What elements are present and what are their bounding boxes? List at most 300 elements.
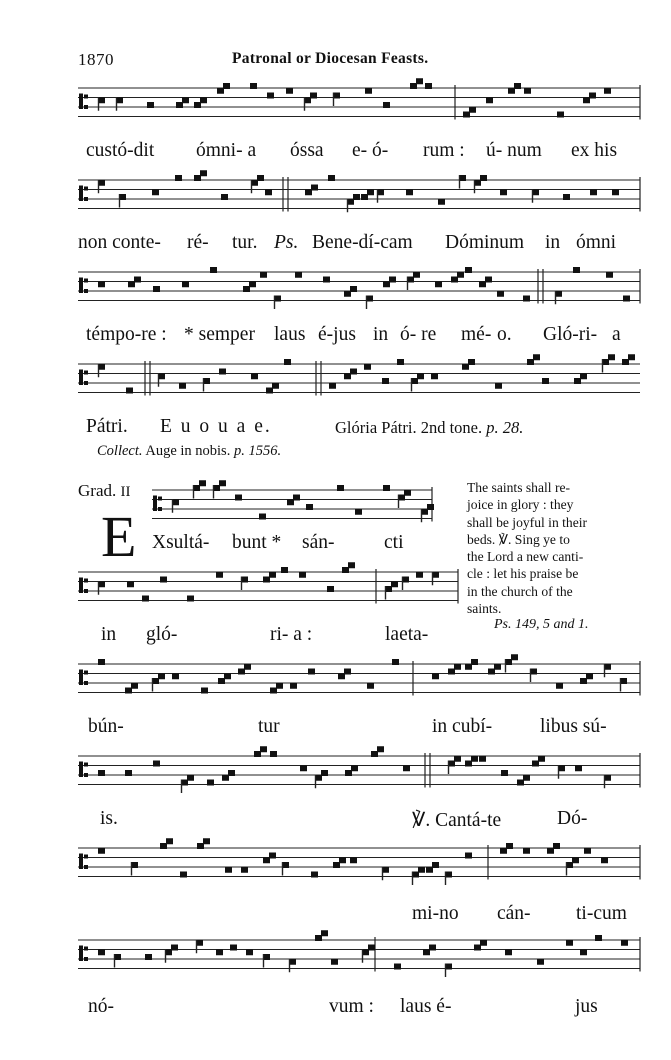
neume (403, 765, 410, 771)
neume (79, 670, 83, 686)
neume (79, 578, 83, 594)
neume (84, 947, 88, 951)
neume (84, 381, 88, 385)
neume (200, 97, 207, 103)
neume (595, 935, 602, 941)
syllable: in (545, 232, 561, 253)
neume (172, 673, 179, 679)
neume (197, 843, 204, 849)
syllable: libus sú- (540, 716, 607, 737)
neume (84, 371, 88, 375)
neume (344, 669, 351, 675)
gradual-mode: II (120, 484, 131, 500)
neume (201, 688, 208, 694)
neume (254, 751, 261, 757)
neume (435, 281, 442, 287)
neume (538, 756, 545, 762)
syllable: laus (274, 324, 306, 345)
neume (84, 105, 88, 109)
neume (469, 107, 476, 113)
syllable: mi-no (412, 903, 459, 924)
neume (506, 843, 513, 849)
neume (608, 354, 615, 360)
neume (224, 673, 231, 679)
neume (383, 485, 390, 491)
neume (321, 770, 328, 776)
neume (479, 756, 486, 762)
syllable: laus é- (400, 996, 452, 1017)
neume (331, 959, 338, 965)
page-number: 1870 (78, 50, 114, 69)
neume (180, 872, 187, 878)
neume (166, 838, 173, 844)
neume (327, 586, 334, 592)
syllable: bunt * (232, 532, 282, 553)
neume (228, 770, 235, 776)
neume (235, 495, 242, 501)
neume (423, 949, 430, 955)
syllable: e- ó- (352, 140, 389, 161)
initial-letter: E (101, 504, 137, 569)
syllable: ré- (187, 232, 209, 253)
neume (589, 93, 596, 99)
neume (310, 93, 317, 99)
neume (572, 857, 579, 863)
syllable: in (373, 324, 389, 345)
neume (238, 669, 245, 675)
neume (523, 848, 530, 854)
neume (474, 945, 481, 951)
syllable: in (101, 624, 117, 645)
neume (532, 761, 539, 767)
neume (125, 688, 132, 694)
neume (210, 267, 217, 273)
neume (350, 369, 357, 375)
neume (98, 281, 105, 287)
neume (383, 281, 390, 287)
neume (339, 857, 346, 863)
neume (542, 378, 549, 384)
neume (147, 102, 154, 108)
syllable: a (612, 324, 621, 345)
page-title: Patronal or Diocesan Feasts. (232, 50, 429, 67)
neume (269, 572, 276, 578)
neume (84, 197, 88, 201)
syllable: ó- re (400, 324, 437, 345)
neume (295, 272, 302, 278)
syllable: gló- (146, 624, 178, 645)
neume (494, 664, 501, 670)
collect-text: Auge in nobis. (145, 443, 231, 459)
neume (471, 659, 478, 665)
neume (311, 185, 318, 191)
neume (524, 88, 531, 94)
neume (98, 848, 105, 854)
neume (361, 194, 368, 200)
neume (382, 378, 389, 384)
neume (606, 272, 613, 278)
neume (333, 862, 340, 868)
psalm-label: Ps. (274, 232, 299, 253)
neume (471, 756, 478, 762)
neume (98, 770, 105, 776)
neume (367, 683, 374, 689)
neume (344, 291, 351, 297)
neume (281, 567, 288, 573)
neume (480, 175, 487, 181)
neume (345, 770, 352, 776)
neume (406, 189, 413, 195)
neume (321, 930, 328, 936)
neume (219, 480, 226, 486)
neume (338, 673, 345, 679)
neume (601, 857, 608, 863)
neume (84, 579, 88, 583)
syllable: rum : (423, 140, 465, 161)
neume (293, 495, 300, 501)
gradual-label (78, 481, 130, 501)
neume (350, 286, 357, 292)
syllable: ex his (571, 140, 618, 161)
neume (465, 267, 472, 273)
neume (305, 189, 312, 195)
neume (219, 369, 226, 375)
neume (590, 189, 597, 195)
neume (454, 756, 461, 762)
neume (79, 186, 83, 202)
neume (438, 199, 445, 205)
neume (125, 770, 132, 776)
syllable: é-jus (318, 324, 356, 345)
neume (79, 854, 83, 870)
neume (249, 281, 256, 287)
neume (417, 373, 424, 379)
neume (251, 373, 258, 379)
neume (308, 669, 315, 675)
neume (266, 388, 273, 394)
neume (628, 354, 635, 360)
neume (429, 945, 436, 951)
neume (431, 373, 438, 379)
neume (505, 949, 512, 955)
neume (246, 949, 253, 955)
syllable: o. (497, 324, 512, 345)
neume (176, 102, 183, 108)
neume (514, 83, 521, 89)
neume (315, 935, 322, 941)
syllable: E u o u a e. (160, 416, 272, 437)
neume (286, 88, 293, 94)
neume (342, 567, 349, 573)
neume (547, 848, 554, 854)
neume (187, 775, 194, 781)
neume (84, 187, 88, 191)
neume (158, 497, 162, 501)
neume (84, 957, 88, 961)
neume (270, 688, 277, 694)
neume (328, 175, 335, 181)
neume (566, 940, 573, 946)
neume (158, 507, 162, 511)
syllable: bún- (88, 716, 124, 737)
neume (194, 175, 201, 181)
neume (84, 95, 88, 99)
neume (287, 499, 294, 505)
neume (355, 509, 362, 515)
neume (217, 88, 224, 94)
neume (533, 354, 540, 360)
gradual-label-text: Grad. (78, 481, 117, 500)
neume (142, 596, 149, 602)
collect-page-ref: p. 1556. (233, 443, 282, 459)
neume (497, 291, 504, 297)
neume (612, 189, 619, 195)
syllable: témpo-re : (86, 324, 167, 345)
neume (500, 189, 507, 195)
syllable: óssa (290, 140, 324, 161)
syllable: laeta- (385, 624, 429, 645)
neume (448, 669, 455, 675)
neume (432, 673, 439, 679)
neume (468, 359, 475, 365)
neume (604, 88, 611, 94)
syllable: ómni- a (196, 140, 257, 161)
neume (557, 112, 564, 118)
neume (479, 281, 486, 287)
neume (131, 683, 138, 689)
neume (556, 683, 563, 689)
neume (153, 496, 157, 512)
neume (413, 272, 420, 278)
neume (182, 281, 189, 287)
neume (225, 867, 232, 873)
neume (128, 281, 135, 287)
syllable: Pátri. (86, 416, 128, 437)
neume (511, 654, 518, 660)
neume (377, 746, 384, 752)
neume (584, 848, 591, 854)
neume (418, 867, 425, 873)
syllable: Xsultá- (152, 532, 210, 553)
doxology-note (335, 418, 523, 438)
neume (623, 296, 630, 302)
neume (79, 278, 83, 294)
neume (244, 664, 251, 670)
syllable: tur. (232, 232, 258, 253)
neume (311, 872, 318, 878)
neume (575, 765, 582, 771)
syllable: is. (100, 808, 118, 829)
syllable: cti (384, 532, 404, 553)
neume (527, 359, 534, 365)
neume (488, 669, 495, 675)
neume (463, 112, 470, 118)
syllable: jus (575, 996, 598, 1017)
syllable: ℣. Cantá-te (412, 810, 502, 831)
neume (573, 267, 580, 273)
neume (134, 277, 141, 283)
translation-line: cle : let his praise be (467, 566, 579, 582)
neume (241, 867, 248, 873)
neume (426, 867, 433, 873)
neume (371, 751, 378, 757)
neume (98, 949, 105, 955)
neume (263, 577, 270, 583)
neume (84, 289, 88, 293)
neume (221, 194, 228, 200)
neume (580, 949, 587, 955)
neume (200, 170, 207, 176)
neume (432, 862, 439, 868)
translation-line: the Lord a new canti- (467, 549, 584, 565)
neume (425, 83, 432, 89)
neume (337, 485, 344, 491)
neume (323, 277, 330, 283)
neume (348, 562, 355, 568)
neume (410, 83, 417, 89)
neume (160, 577, 167, 583)
neume (486, 97, 493, 103)
neume (84, 279, 88, 283)
neume (84, 865, 88, 869)
neume (621, 940, 628, 946)
doxology-text: Glória Pátri. 2nd tone. (335, 418, 483, 437)
neume (553, 843, 560, 849)
neume (427, 504, 434, 510)
neume (580, 373, 587, 379)
syllable: sán- (302, 532, 335, 553)
neume (179, 383, 186, 389)
syllable: custó-dit (86, 140, 155, 161)
neume (84, 763, 88, 767)
neume (389, 277, 396, 283)
neume (391, 581, 398, 587)
neume (364, 364, 371, 370)
neume (203, 838, 210, 844)
syllable: Bene-dí-cam (312, 232, 413, 253)
neume (290, 683, 297, 689)
neume (394, 964, 401, 970)
neume (383, 102, 390, 108)
neume (517, 780, 524, 786)
neume (265, 189, 272, 195)
neume (454, 664, 461, 670)
syllable: in cubí- (432, 716, 493, 737)
neume (222, 775, 229, 781)
neume (260, 746, 267, 752)
neume (84, 855, 88, 859)
neume (218, 678, 225, 684)
neume (216, 572, 223, 578)
neume (523, 296, 530, 302)
neume (153, 761, 160, 767)
neume (300, 765, 307, 771)
neume (79, 946, 83, 962)
neume (158, 673, 165, 679)
neume (152, 189, 159, 195)
neume (84, 671, 88, 675)
neume (270, 751, 277, 757)
neume (276, 683, 283, 689)
neume (465, 853, 472, 859)
neume (145, 954, 152, 960)
neume (250, 83, 257, 89)
neume (160, 843, 167, 849)
neume (84, 681, 88, 685)
collect-line (97, 443, 281, 460)
neume (485, 277, 492, 283)
syllable: Gló-ri- (543, 324, 598, 345)
neume (480, 940, 487, 946)
neume (416, 572, 423, 578)
neume (269, 853, 276, 859)
syllable: Dó- (557, 808, 588, 829)
neume (126, 388, 133, 394)
neume (500, 848, 507, 854)
neume (462, 364, 469, 370)
neume (306, 504, 313, 510)
translation-line: in the church of the (467, 583, 573, 599)
translation-line: joice in glory : they (467, 497, 574, 513)
syllable: non conte- (78, 232, 161, 253)
neume (353, 194, 360, 200)
neume (259, 514, 266, 520)
collect-label: Collect. (97, 443, 143, 459)
syllable: ómni (576, 232, 617, 253)
syllable: tur (258, 716, 280, 737)
neume (329, 383, 336, 389)
neume (257, 175, 264, 181)
syllable: Dóminum (445, 232, 525, 253)
neume (194, 102, 201, 108)
neume (243, 286, 250, 292)
neume (351, 765, 358, 771)
neume (263, 857, 270, 863)
neume (563, 194, 570, 200)
neume (79, 94, 83, 110)
syllable: ri- a : (270, 624, 313, 645)
translation-line: The saints shall re- (467, 480, 571, 495)
neume (230, 945, 237, 951)
neume (153, 286, 160, 292)
neume (392, 659, 399, 665)
neume (465, 761, 472, 767)
neume (98, 659, 105, 665)
neume (175, 175, 182, 181)
neume (416, 78, 423, 84)
neume (583, 97, 590, 103)
syllable: mé- (461, 324, 492, 345)
neume (344, 373, 351, 379)
neume (451, 277, 458, 283)
neume (207, 780, 214, 786)
neume (397, 359, 404, 365)
neume (187, 596, 194, 602)
translation-line: beds. ℣. Sing ye to (467, 531, 570, 547)
syllable: * semper (184, 324, 255, 345)
neume (79, 762, 83, 778)
neume (586, 673, 593, 679)
neume (182, 97, 189, 103)
neume (216, 949, 223, 955)
syllable: cán- (497, 903, 531, 924)
neume (199, 480, 206, 486)
neume (501, 770, 508, 776)
neume (84, 773, 88, 777)
neume (537, 959, 544, 965)
neume (495, 383, 502, 389)
neume (508, 88, 515, 94)
